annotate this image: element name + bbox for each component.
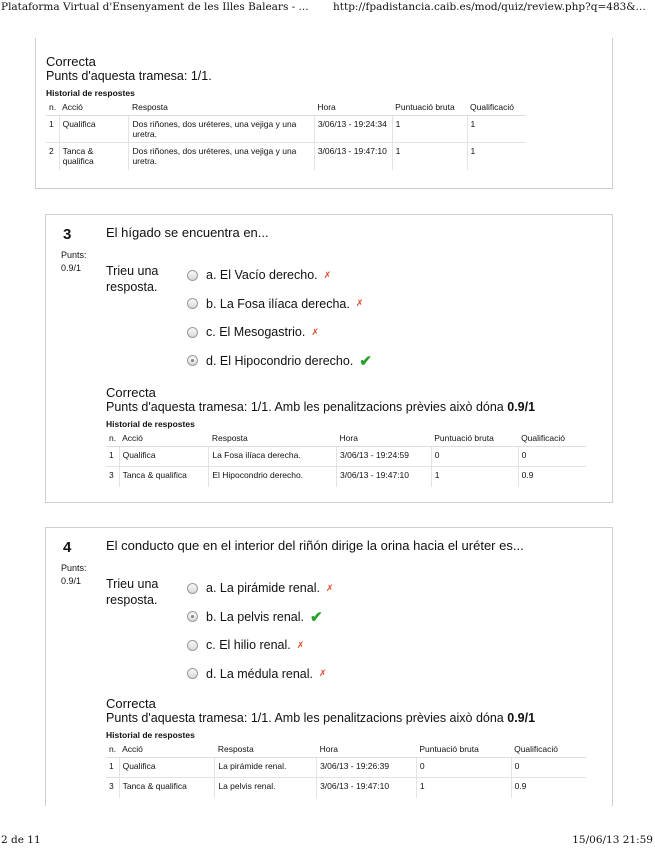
col-accio: Acció [59,99,129,116]
table-header-row [106,430,586,447]
answer-option-b[interactable] [187,603,334,632]
question-4-history-table [106,741,586,798]
question-2-history-title: Historial de respostes [46,88,135,98]
cell-hora: 3/06/13 - 19:26:39 [317,758,417,778]
cell-hora: 3/06/13 - 19:24:34 [314,116,392,143]
answer-label: d. El Hipocondrio derecho. [206,353,354,368]
radio-button-selected[interactable] [187,611,198,622]
answer-option-d[interactable] [187,660,334,689]
cell-bruta: 1 [416,778,511,798]
col-hora: Hora [317,741,417,758]
cell-accio: Tanca & qualifica [119,467,209,487]
question-2-points-text: Punts d'aquesta tramesa: 1/1. [46,69,212,83]
points-value: 0.9/1 [61,576,82,586]
points-final: 0.9/1 [507,711,536,725]
radio-button[interactable] [187,640,198,651]
answer-label: b. La pelvis renal. [206,609,304,624]
points-text: Punts d'aquesta tramesa: 1/1. Amb les penalitzacions prèvies això dóna [106,711,504,725]
answer-label: d. La médula renal. [206,666,314,681]
correct-check-icon: ✔ [309,608,323,626]
incorrect-icon: ✗ [325,582,334,593]
question-4-feedback [106,696,586,798]
answer-label: a. El Vacío derecho. [206,268,318,283]
question-3-box [45,214,613,503]
question-4-history-title: Historial de respostes [106,730,195,740]
col-accio: Acció [119,430,209,447]
col-qual: Qualificació [511,741,586,758]
cell-resposta: Dos riñones, dos uréteres, una vejiga y una uretra. [129,116,314,143]
cell-resposta: El Hipocondrio derecho. [209,467,337,487]
cell-accio: Tanca & qualifica [119,778,215,798]
print-datetime: 15/06/13 21:59 [572,834,653,846]
page-number: 2 de 11 [1,834,41,846]
cell-resposta: La pelvis renal. [215,778,317,798]
question-4-prompt: Trieu una resposta. [106,577,159,607]
points-label: Punts: [61,250,87,260]
answer-option-c[interactable] [187,631,334,660]
correct-check-icon: ✔ [359,352,372,370]
radio-button[interactable] [187,298,198,309]
cell-qual: 0.9 [518,467,586,487]
col-qual: Qualificació [518,430,586,447]
answer-option-c[interactable] [187,318,372,347]
answer-label: a. La pirámide renal. [206,581,320,596]
table-row [46,143,526,170]
cell-accio: Tanca & qualifica [59,143,129,170]
question-3-history-table [106,430,586,487]
cell-hora: 3/06/13 - 19:24:59 [337,447,432,467]
incorrect-icon: ✗ [355,298,364,309]
cell-bruta: 0 [416,758,511,778]
cell-n: 3 [106,778,119,798]
col-resposta: Resposta [129,99,314,116]
answer-label: c. El hilio renal. [206,638,291,653]
question-4-text: El conducto que en el interior del riñón dirige la orina hacia el uréter es... [106,538,524,553]
table-row [106,467,586,487]
col-bruta: Puntuació bruta [416,741,511,758]
cell-accio: Qualifica [119,447,209,467]
radio-button[interactable] [187,583,198,594]
cell-n: 2 [46,143,59,170]
radio-button[interactable] [187,668,198,679]
radio-button-selected[interactable] [187,355,198,366]
cell-accio: Qualifica [119,758,215,778]
col-hora: Hora [314,99,392,116]
cell-qual: 0 [511,758,586,778]
table-row [106,778,586,798]
answer-option-a[interactable] [187,261,372,290]
col-qual: Qualificació [467,99,526,116]
cell-bruta: 1 [431,467,518,487]
points-value: 0.9/1 [61,263,82,273]
question-4-number: 4 [63,539,72,556]
cell-n: 1 [106,447,119,467]
points-label: Punts: [61,563,87,573]
answer-option-d[interactable] [187,347,372,376]
points-text: Punts d'aquesta tramesa: 1/1. Amb les penalitzacions prèvies això dóna [106,400,504,414]
cell-hora: 3/06/13 - 19:47:10 [314,143,392,170]
incorrect-icon: ✗ [319,668,327,679]
question-3-state: Correcta [106,385,156,400]
page-url: http://fpadistancia.caib.es/mod/quiz/review.php?q=483&... [333,1,646,13]
cell-hora: 3/06/13 - 19:47:10 [337,467,432,487]
cell-resposta: La Fosa ilíaca derecha. [209,447,337,467]
question-4-answers [187,574,334,688]
points-final: 0.9/1 [507,400,536,414]
radio-button[interactable] [187,270,198,281]
question-3-points [61,249,87,275]
col-hora: Hora [337,430,432,447]
question-4-box [45,527,613,806]
col-resposta: Resposta [209,430,337,447]
question-4-points-text [106,711,586,726]
table-row [106,447,586,467]
cell-hora: 3/06/13 - 19:47:10 [317,778,417,798]
cell-bruta: 0 [431,447,518,467]
question-3-text: El hígado se encuentra en... [106,225,269,240]
answer-label: c. El Mesogastrio. [206,325,306,340]
question-3-number: 3 [63,226,72,243]
cell-n: 3 [106,467,119,487]
col-n: n. [46,99,59,116]
cell-qual: 0.9 [511,778,586,798]
cell-bruta: 1 [392,143,467,170]
cell-bruta: 1 [392,116,467,143]
answer-label: b. La Fosa ilíaca derecha. [206,296,350,311]
table-header-row [46,99,526,116]
print-footer [0,834,655,848]
cell-qual: 0 [518,447,586,467]
table-header-row [106,741,586,758]
incorrect-icon: ✗ [323,269,332,280]
question-2-box [35,38,613,189]
question-3-feedback [106,385,586,487]
radio-button[interactable] [187,327,198,338]
col-n: n. [106,741,119,758]
table-row [106,758,586,778]
cell-qual: 1 [467,143,526,170]
question-3-history-title: Historial de respostes [106,419,195,429]
answer-option-a[interactable] [187,574,334,603]
question-4-points [61,562,87,588]
col-resposta: Resposta [215,741,317,758]
incorrect-icon: ✗ [311,326,319,337]
col-bruta: Puntuació bruta [392,99,467,116]
page-title: Plataforma Virtual d'Ensenyament de les Illes Balears - ... [1,1,309,13]
cell-resposta: Dos riñones, dos uréteres, una vejiga y una uretra. [129,143,314,170]
incorrect-icon: ✗ [296,639,305,650]
answer-option-b[interactable] [187,290,372,319]
cell-qual: 1 [467,116,526,143]
table-row [46,116,526,143]
question-2-history-table [46,99,526,170]
print-header [0,1,655,17]
cell-accio: Qualifica [59,116,129,143]
question-3-answers [187,261,372,375]
col-n: n. [106,430,119,447]
question-3-points-text [106,400,586,415]
cell-resposta: La pirámide renal. [215,758,317,778]
col-bruta: Puntuació bruta [431,430,518,447]
cell-n: 1 [46,116,59,143]
question-2-state: Correcta [46,54,96,69]
question-3-prompt: Trieu una resposta. [106,264,159,294]
question-4-state: Correcta [106,696,156,711]
col-accio: Acció [119,741,215,758]
cell-n: 1 [106,758,119,778]
